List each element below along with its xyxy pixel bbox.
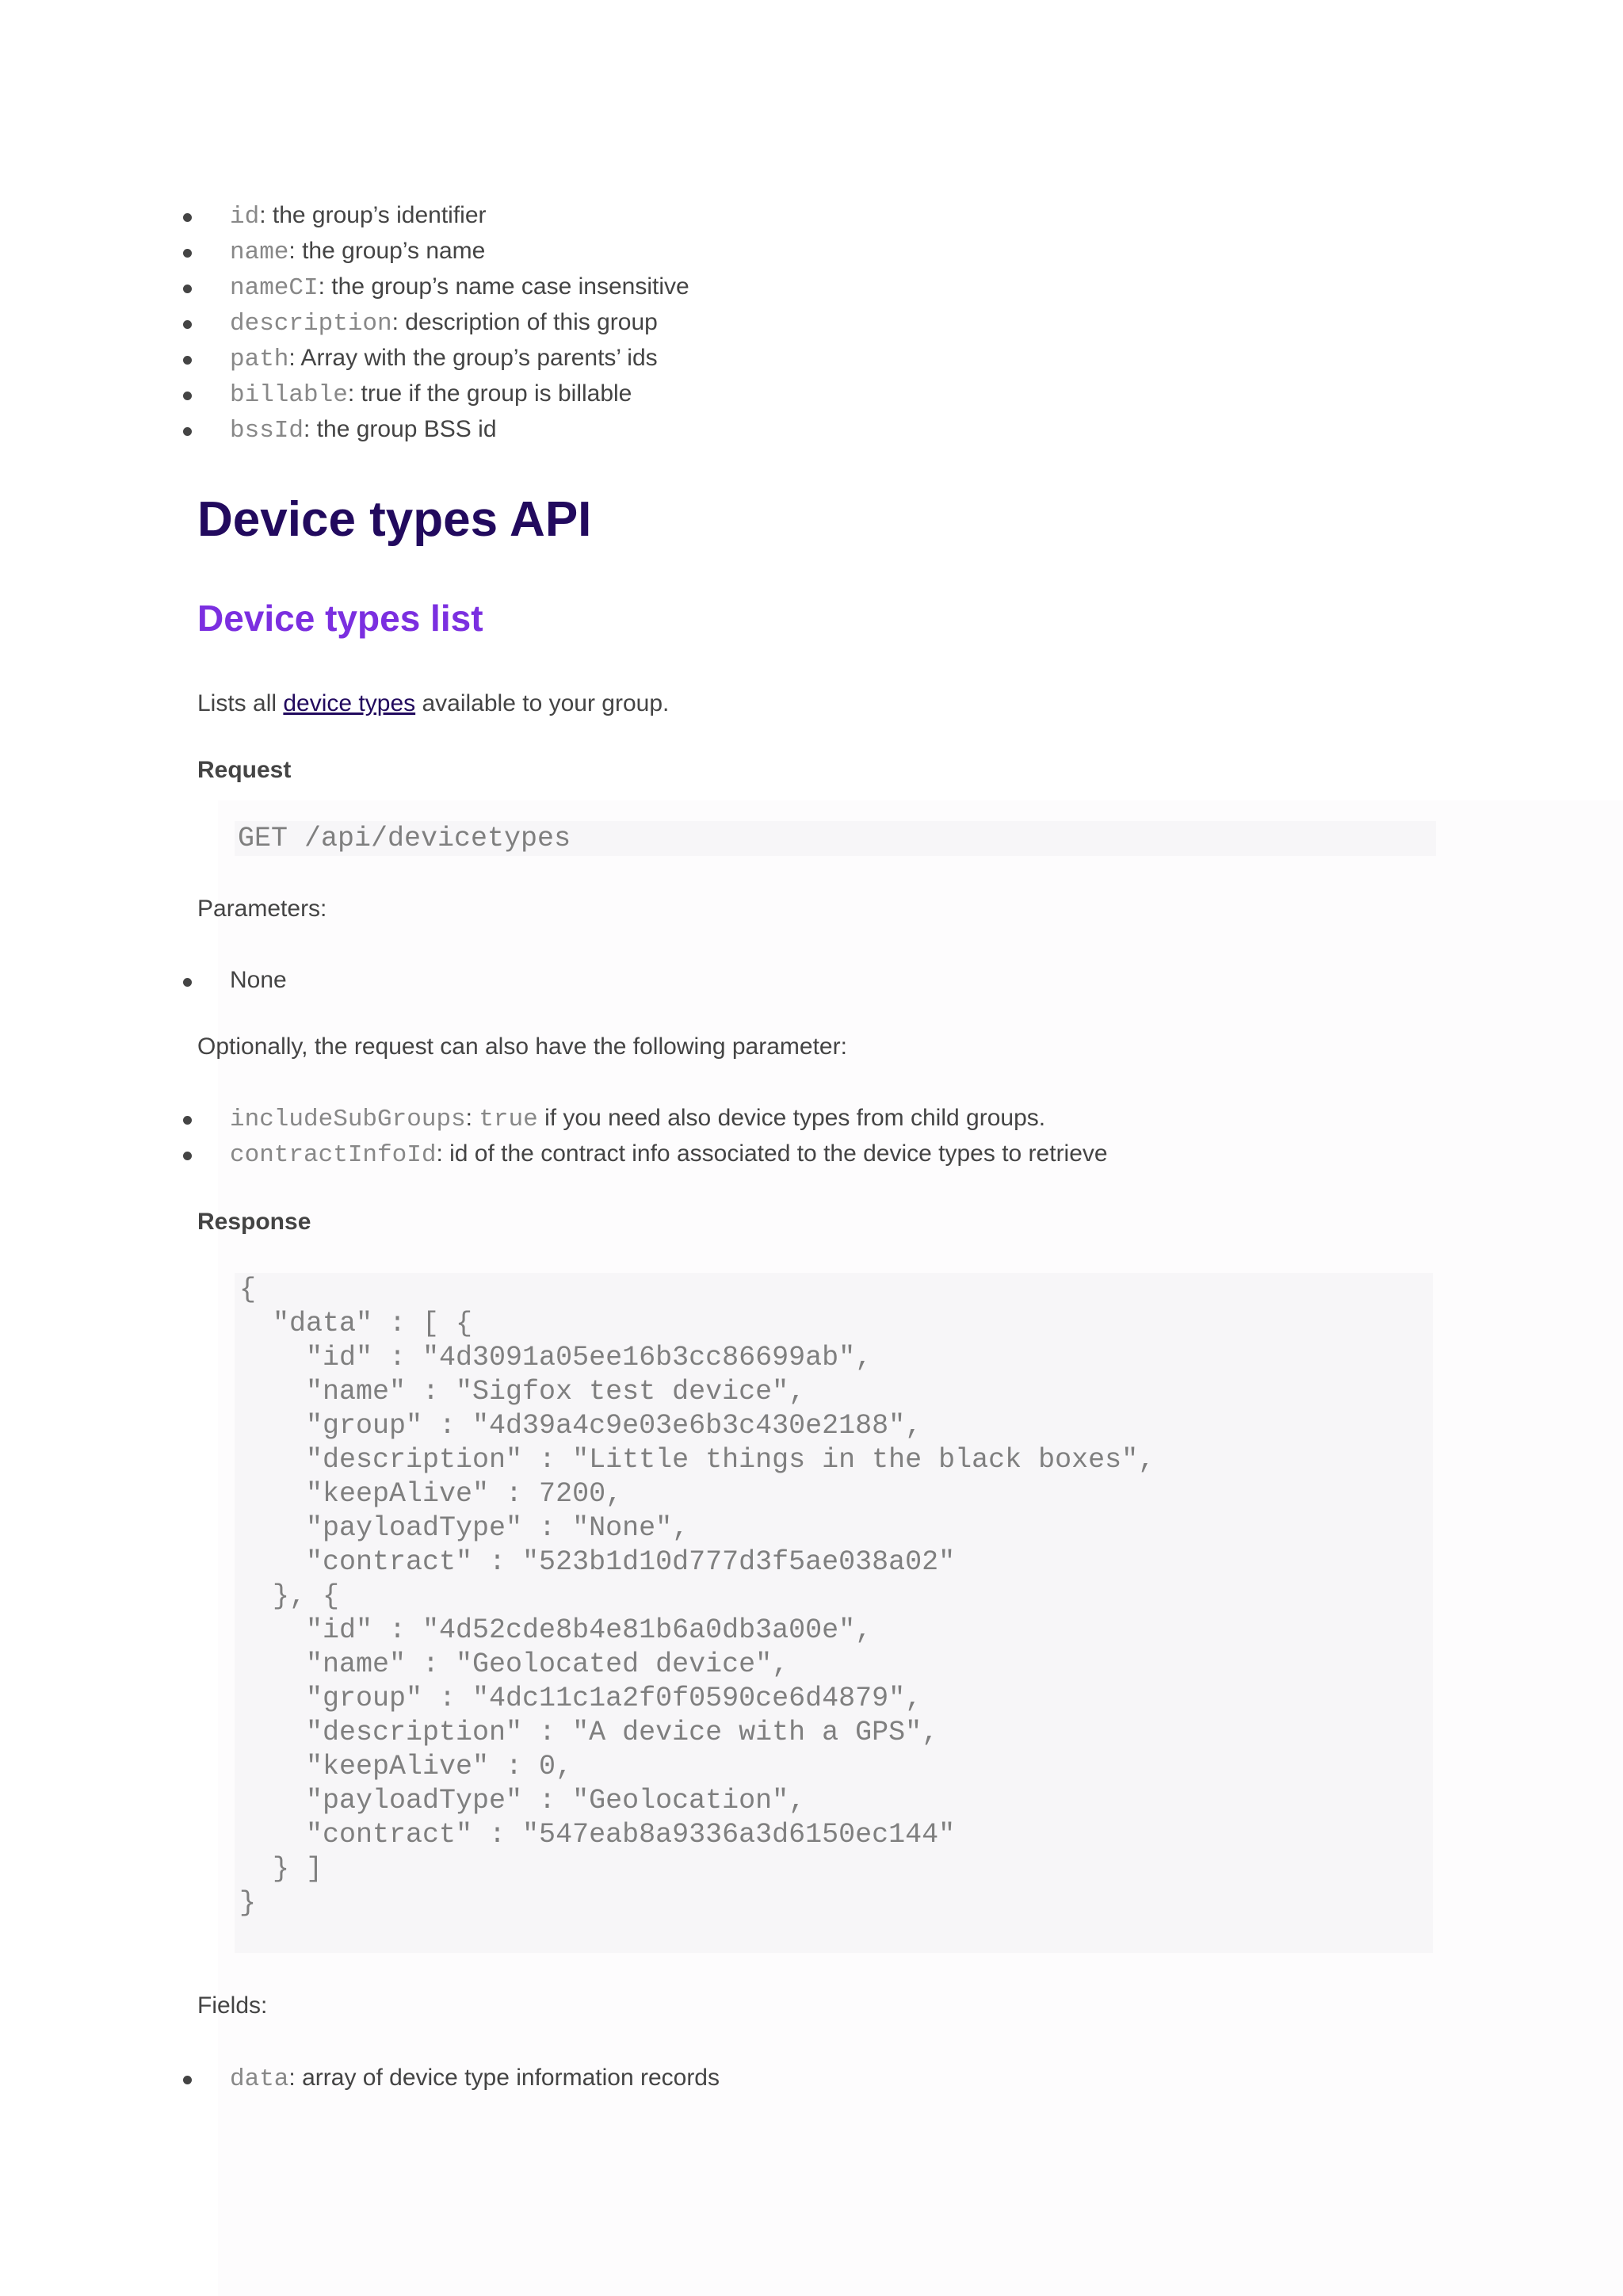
response-code: { "data" : [ { "id" : "4d3091a05ee16b3cc86699ab", "name" : "Sigfox test device", "group" : "4d39a4c9e03e6b3c430e2188", "description" : "Little things in the black boxes", "keepAlive" : 7200, "payloadType" : "None", "contract" : "523b1d10d777d3f5ae038a02" }, { "id" : "4d52cde8b4e81b6a0db3a00e", "name" : "Geolocated device", "group" : "4dc11c1a2f0f0590ce6d4879", "description" : "A device with a GPS", "keepAlive" : 0, "payloadType" : "Geolocation", "contract" : "547eab8a9336a3d6150ec144" } ] }	[239, 1274, 1155, 1919]
field-code: id	[230, 203, 260, 231]
field-code: nameCI	[230, 274, 319, 302]
intro-suffix: available to your group.	[415, 690, 670, 716]
list-item	[230, 378, 632, 411]
list-item	[230, 414, 497, 447]
intro-prefix: Lists all	[197, 690, 284, 716]
field-code: description	[230, 310, 392, 338]
field-code: name	[230, 239, 289, 266]
field-desc: : array of device type information records	[288, 2065, 720, 2091]
field-desc: : the group’s identifier	[259, 202, 487, 228]
intro-paragraph	[197, 688, 669, 720]
field-desc: : the group BSS id	[304, 416, 497, 442]
param-desc: if you need also device types from child groups.	[537, 1105, 1046, 1131]
response-code-block	[235, 1273, 1433, 1953]
field-desc: : true if the group is billable	[347, 380, 632, 407]
field-desc: : the group’s name	[288, 238, 486, 264]
field-desc: : Array with the group’s parents’ ids	[288, 345, 658, 371]
page-title: Device types API	[197, 492, 592, 547]
device-types-link[interactable]: device types	[283, 690, 416, 716]
field-desc: : the group’s name case insensitive	[318, 273, 689, 300]
param-value-code: true	[479, 1106, 538, 1133]
list-item	[230, 235, 485, 269]
param-code: contractInfoId	[230, 1141, 437, 1169]
list-item	[230, 2062, 720, 2095]
param-sep: :	[465, 1105, 479, 1131]
list-item	[230, 1138, 1108, 1171]
field-code: path	[230, 346, 289, 373]
list-item	[230, 271, 689, 304]
field-code: billable	[230, 381, 348, 409]
request-label: Request	[197, 757, 292, 783]
param-code: includeSubGroups	[230, 1106, 466, 1133]
field-code: data	[230, 2065, 289, 2093]
list-item	[230, 342, 658, 376]
fields-label: Fields:	[197, 1992, 268, 2019]
field-code: bssId	[230, 417, 304, 445]
parameters-label: Parameters:	[197, 896, 327, 922]
list-item	[230, 1102, 1045, 1136]
list-item	[230, 965, 287, 996]
optional-paragraph: Optionally, the request can also have the following parameter:	[197, 1033, 847, 1060]
request-code: GET /api/devicetypes	[238, 823, 571, 854]
parameter-text: None	[230, 967, 287, 993]
response-label: Response	[197, 1209, 311, 1235]
request-code-block	[235, 821, 1436, 856]
list-item	[230, 307, 658, 340]
field-desc: : description of this group	[391, 309, 658, 335]
param-desc: : id of the contract info associated to the device types to retrieve	[436, 1140, 1108, 1167]
section-title: Device types list	[197, 598, 483, 639]
list-item	[230, 200, 487, 233]
